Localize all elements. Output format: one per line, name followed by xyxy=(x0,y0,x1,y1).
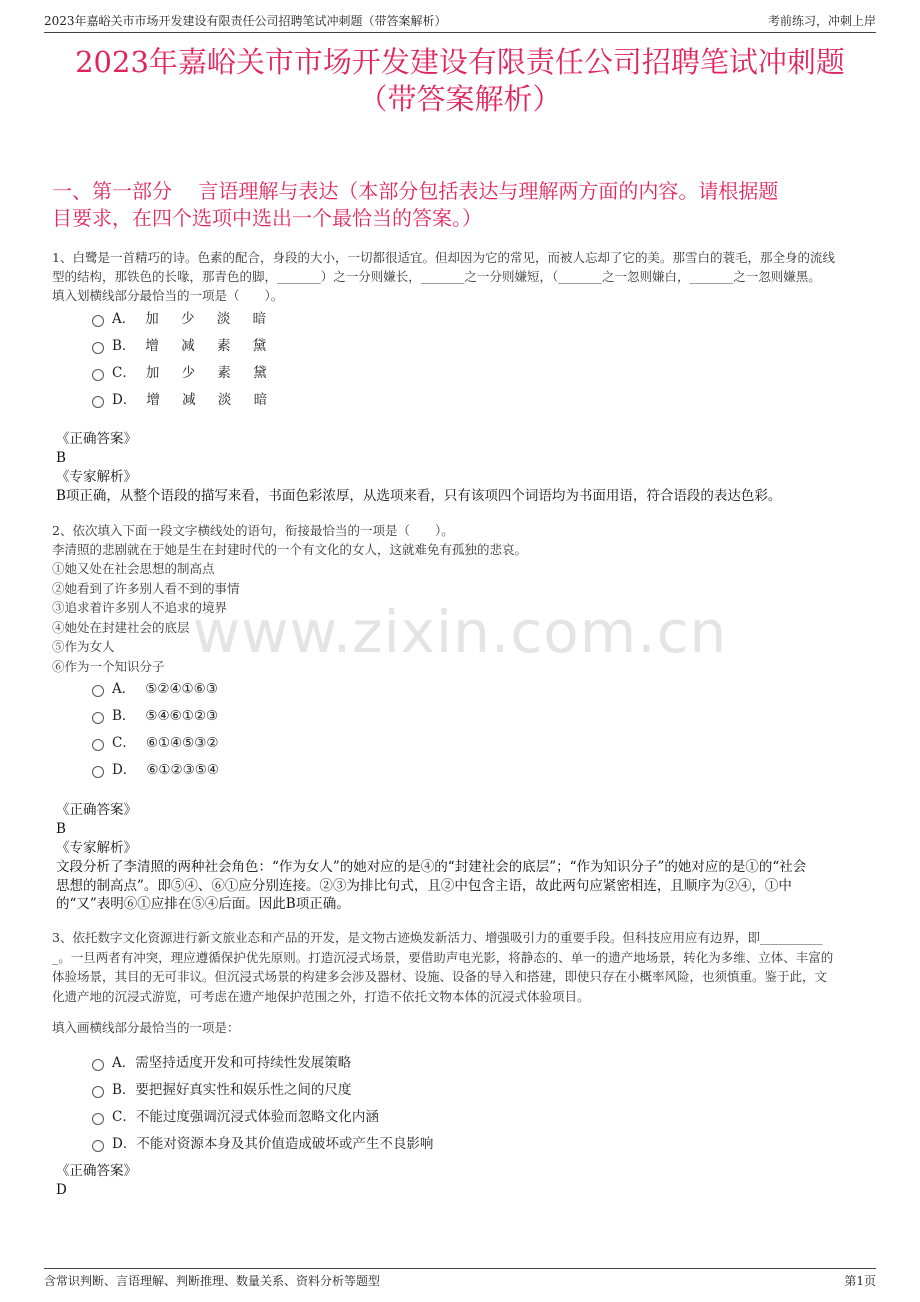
q2-analysis-title: 《专家解析》 xyxy=(56,840,137,856)
watermark: www.zixin.com.cn xyxy=(192,598,728,666)
q3-stem-line4: 化遗产地的沉浸式游览，可考虑在遗产地保护范围之外，打造不依托文物本体的沉浸式体验项目。 xyxy=(52,989,590,1004)
document-subtitle: （带答案解析） xyxy=(358,82,562,116)
radio-icon[interactable] xyxy=(92,1086,104,1098)
header-divider xyxy=(44,32,876,33)
page-header-title: 2023年嘉峪关市市场开发建设有限责任公司招聘笔试冲刺题（带答案解析） xyxy=(44,14,447,28)
q2-item-4: ④她处在封建社会的底层 xyxy=(52,620,190,635)
q3-stem-line2: _。一旦两者有冲突，理应遵循保护优先原则。打造沉浸式场景，要借助声电光影，将静态的、单一的遗产地场景，转化为多维、立体、丰富的 xyxy=(52,950,834,965)
q1-option-b-label: B． xyxy=(112,338,136,354)
radio-icon[interactable] xyxy=(92,1113,104,1125)
q1-answer: B xyxy=(56,450,66,466)
q3-option-a[interactable] xyxy=(92,1053,351,1073)
q2-option-a-label: A． xyxy=(112,681,136,697)
q3-option-d-text: 不能对资源本身及其价值造成破坏或产生不良影响 xyxy=(136,1136,434,1152)
q1-option-a[interactable] xyxy=(92,309,275,329)
q3-option-b[interactable] xyxy=(92,1080,351,1100)
q2-item-5: ⑤作为女人 xyxy=(52,639,115,654)
q2-option-b-text: ⑤④⑥①②③ xyxy=(145,708,219,724)
radio-icon[interactable] xyxy=(92,396,104,408)
q1-option-d[interactable] xyxy=(92,390,276,410)
q2-answer-title: 《正确答案》 xyxy=(56,802,137,818)
q2-option-a-text: ⑤②④①⑥③ xyxy=(145,681,218,697)
q2-option-d[interactable] xyxy=(92,760,219,780)
q1-option-c[interactable] xyxy=(92,363,276,383)
q1-option-a-text: 加 少 淡 暗 xyxy=(145,311,276,327)
radio-icon[interactable] xyxy=(92,739,104,751)
document-title: 2023年嘉峪关市市场开发建设有限责任公司招聘笔试冲刺题 xyxy=(75,45,845,79)
q2-option-c-text: ⑥①④⑤③② xyxy=(145,735,219,751)
section-heading-line2: 目要求，在四个选项中选出一个最恰当的答案。） xyxy=(52,206,482,230)
q2-option-b[interactable] xyxy=(92,706,218,726)
q2-answer: B xyxy=(56,821,66,837)
q3-option-a-text: 需坚持适度开发和可持续性发展策略 xyxy=(135,1055,352,1071)
radio-icon[interactable] xyxy=(92,315,104,327)
page-header-slogan: 考前练习，冲刺上岸 xyxy=(767,14,876,28)
q3-option-d-label: D． xyxy=(112,1136,137,1152)
q3-stem-line1: 3、依托数字文化资源进行新文旅业态和产品的开发，是文物古迹焕发新活力、增强吸引力的重要手段。但科技应用应有边界，即__________ xyxy=(52,930,823,945)
q2-stem-line2: 李清照的悲剧就在于她是生在封建时代的一个有文化的女人，这就难免有孤独的悲哀。 xyxy=(52,542,528,557)
q2-option-d-label: D． xyxy=(112,762,137,778)
q1-option-d-label: D． xyxy=(112,392,137,408)
q2-analysis-line1: 文段分析了李清照的两种社会角色：“作为女人”的她对应的是④的“封建社会的底层”；“作为知识分子”的她对应的是①的“社会 xyxy=(56,859,807,875)
section-heading-line1: 一、第一部分 言语理解与表达（本部分包括表达与理解两方面的内容。请根据题 xyxy=(52,179,779,203)
q2-option-c-label: C． xyxy=(112,735,136,751)
q1-answer-title: 《正确答案》 xyxy=(56,431,137,447)
q3-option-c[interactable] xyxy=(92,1107,379,1127)
q2-item-6: ⑥作为一个知识分子 xyxy=(52,659,165,674)
q2-analysis-line2: 思想的制高点”。即⑤④、⑥①应分别连接。②③为排比句式，且②中包含主语，故此两句应紧密相连，且顺序为②④，①中 xyxy=(56,878,792,894)
q3-stem-line3: 体验场景，其目的无可非议。但沉浸式场景的构建多会涉及器材、设施、设备的导入和搭建，即使只存在小概率风险，也须慎重。鉴于此，文 xyxy=(52,969,828,984)
radio-icon[interactable] xyxy=(92,685,104,697)
q3-stem-line5: 填入画横线部分最恰当的一项是： xyxy=(52,1020,240,1035)
q1-option-c-label: C． xyxy=(112,365,136,381)
radio-icon[interactable] xyxy=(92,369,104,381)
q1-stem-line3: 填入划横线部分最恰当的一项是（ ）。 xyxy=(52,288,284,303)
q3-option-b-text: 要把握好真实性和娱乐性之间的尺度 xyxy=(135,1082,352,1098)
q1-option-b[interactable] xyxy=(92,336,275,356)
q3-option-a-label: A． xyxy=(112,1055,136,1071)
q3-option-c-label: C． xyxy=(112,1109,136,1125)
radio-icon[interactable] xyxy=(92,1140,104,1152)
radio-icon[interactable] xyxy=(92,342,104,354)
q1-stem-line1: 1、白鹭是一首精巧的诗。色素的配合，身段的大小，一切都很适宜。但却因为它的常见，而被人忘却了它的美。那雪白的蓑毛，那全身的流线 xyxy=(52,250,835,265)
q2-option-c[interactable] xyxy=(92,733,218,753)
q1-option-c-text: 加 少 素 黛 xyxy=(145,365,276,381)
q1-stem-line2: 型的结构，那铁色的长喙，那青色的脚，_______）之一分则嫌长，_______之一分则嫌短，（_______之一忽则嫌白，_______之一忽则嫌黑。 xyxy=(52,269,821,284)
q3-option-b-label: B． xyxy=(112,1082,136,1098)
q2-option-b-label: B． xyxy=(112,708,136,724)
q1-option-d-text: 增 减 淡 暗 xyxy=(146,392,277,408)
q1-analysis: B项正确，从整个语段的描写来看，书面色彩浓厚，从选项来看，只有该项四个词语均为书面用语，符合语段的表达色彩。 xyxy=(56,488,782,504)
q3-answer-title: 《正确答案》 xyxy=(56,1163,137,1179)
q1-analysis-title: 《专家解析》 xyxy=(56,469,137,485)
footer-divider xyxy=(44,1268,876,1269)
q2-item-2: ②她看到了许多别人看不到的事情 xyxy=(52,581,240,596)
q2-option-d-text: ⑥①②③⑤④ xyxy=(146,762,219,778)
q2-item-1: ①她又处在社会思想的制高点 xyxy=(52,561,215,576)
radio-icon[interactable] xyxy=(92,766,104,778)
q2-stem-line1: 2、依次填入下面一段文字横线处的语句，衔接最恰当的一项是（ ）。 xyxy=(52,523,454,538)
q3-option-c-text: 不能过度强调沉浸式体验而忽略文化内涵 xyxy=(135,1109,379,1125)
radio-icon[interactable] xyxy=(92,1059,104,1071)
q1-option-b-text: 增 减 素 黛 xyxy=(145,338,276,354)
radio-icon[interactable] xyxy=(92,712,104,724)
page-number: 第1页 xyxy=(844,1274,876,1288)
q3-option-d[interactable] xyxy=(92,1134,433,1154)
q2-item-3: ③追求着许多别人不追求的境界 xyxy=(52,600,228,615)
q2-analysis-line3: 的“又”表明⑥①应排在⑤④后面。因此B项正确。 xyxy=(56,896,350,912)
q1-option-a-label: A． xyxy=(112,311,136,327)
footer-note: 含常识判断、言语理解、判断推理、数量关系、资料分析等题型 xyxy=(44,1274,381,1288)
q2-option-a[interactable] xyxy=(92,679,218,699)
q3-answer: D xyxy=(56,1182,67,1198)
